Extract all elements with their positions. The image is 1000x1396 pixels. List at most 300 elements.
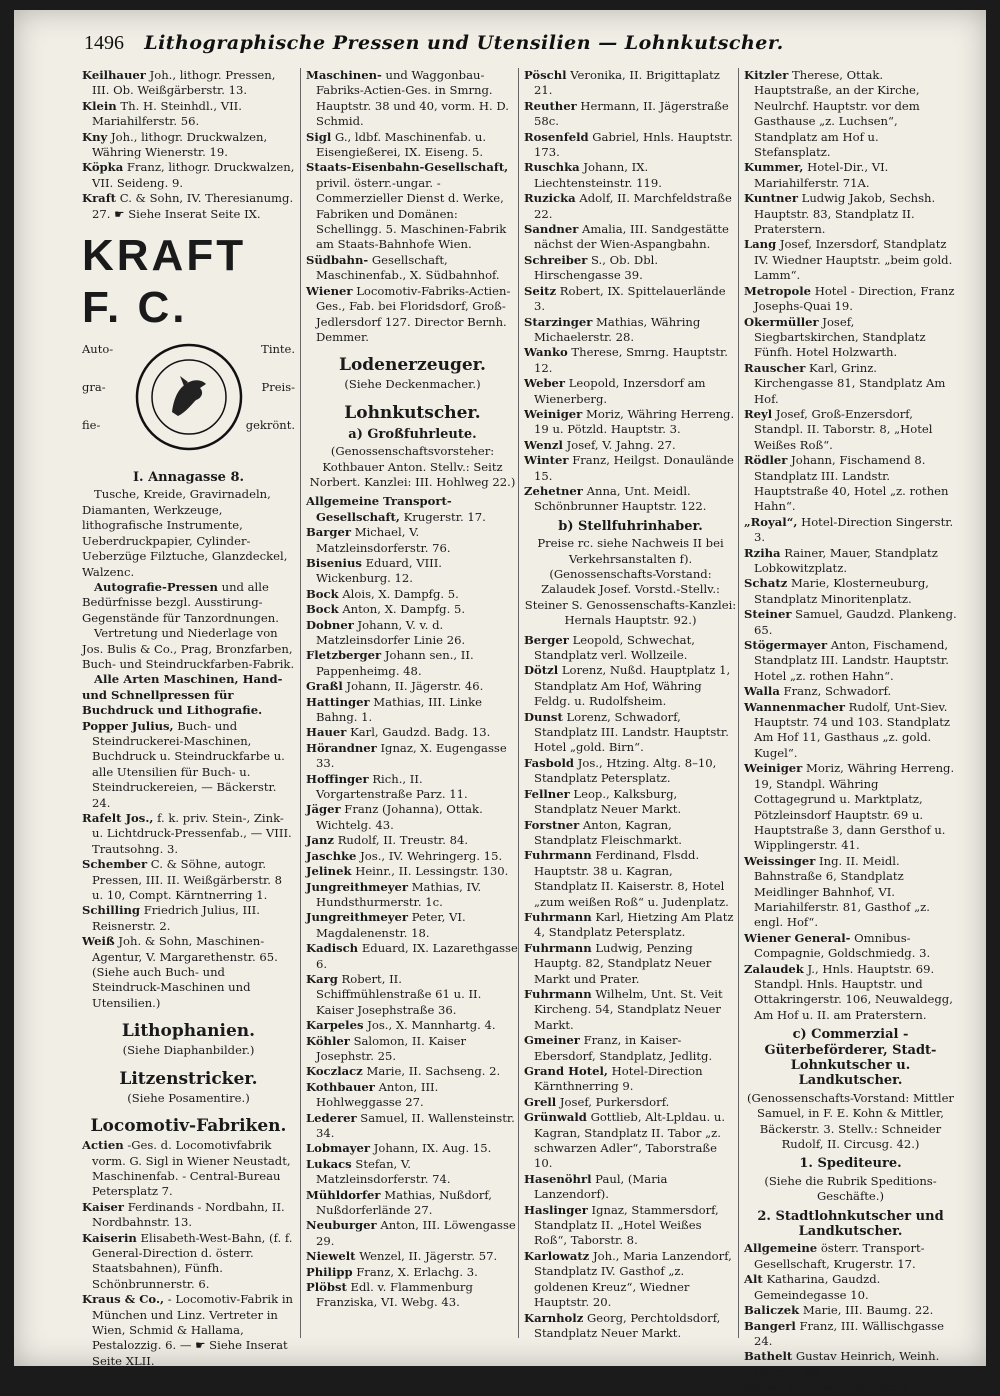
entry-text: Josef, Groß-Enzersdorf, Standpl. II. Taborstr. 8, „Hotel Weißes Roß“. xyxy=(754,406,933,452)
entry-name: Zehetner xyxy=(524,483,583,498)
kraft-ad xyxy=(82,336,295,464)
entry-name: Jungreithmeyer xyxy=(306,879,408,894)
entry-text: Leop., Kalksburg, Standplatz Neuer Markt. xyxy=(534,786,682,817)
entry-text: Ludwig Jakob, Sechsh. Hauptstr. 83, Standplatz II. Praterstern. xyxy=(754,191,936,237)
directory-entry xyxy=(306,253,519,284)
entry-text: Josef, Inzersdorf, Standplatz IV. Wiedner Hauptstr. „beim gold. Lamm“. xyxy=(754,237,953,283)
entry-text: Josef, Purkersdorf. xyxy=(559,1094,670,1109)
entry-name: Berger xyxy=(524,632,569,647)
entry-text: Joh., lithogr. Druckwalzen, Währing Wienerstr. 19. xyxy=(92,129,268,160)
directory-entry xyxy=(524,284,737,315)
entry-name: Alt xyxy=(744,1272,763,1287)
directory-entry xyxy=(744,700,957,762)
entry-text: Hotel-Direction Singerstr. 3. xyxy=(754,514,954,545)
entry-text: Rich., II. Vorgartenstraße Parz. 11. xyxy=(316,771,468,802)
entry-text: Hotel-Direction Kärnthnerring 9. xyxy=(534,1064,703,1094)
entry-name: Rafelt Jos., xyxy=(82,811,154,825)
kraft-banner: KRAFT F. C. xyxy=(82,231,247,333)
directory-entry xyxy=(744,284,957,315)
entry-name: Allgemeine Transport-Gesellschaft, xyxy=(306,494,452,524)
entry-name: Lederer xyxy=(306,1110,357,1125)
entry-text: Franz, III. Wällischgasse 24. xyxy=(754,1318,944,1348)
page-number: 1496 xyxy=(84,32,124,54)
directory-entry xyxy=(306,618,519,649)
entry-text: Johann, V. v. d. Matzleinsdorfer Linie 26. xyxy=(316,617,466,647)
column-rule xyxy=(738,68,739,1338)
directory-entry xyxy=(306,864,519,879)
directory-entry xyxy=(524,1033,737,1064)
entry-text: Eduard, VIII. Wickenburg. 12. xyxy=(316,555,442,586)
entry-name: Bauer xyxy=(744,1380,784,1395)
directory-entry xyxy=(744,407,957,453)
entry-name: Staats-Eisenbahn-Gesellschaft, xyxy=(306,160,509,175)
entry-text: Mathias, Währing Michaelerstr. 28. xyxy=(534,314,701,344)
entry-name: Baliczek xyxy=(744,1303,800,1318)
entry-text: Stefan, V. Matzleinsdorferstr. 74. xyxy=(316,1156,451,1187)
entry-text: Peter, VI. Magdalenenstr. 18. xyxy=(316,910,466,940)
directory-entry xyxy=(744,191,957,237)
directory-entry xyxy=(82,903,295,934)
directory-entry xyxy=(306,1157,519,1188)
entry-text: Therese, Ottak. Hauptstraße, an der Kirche, Neulrchf. Hauptstr. vor dem Gasthause „z. Luchsen“, Standplatz am Hof u. Stefansplatz. xyxy=(754,68,920,160)
directory-entry xyxy=(306,1280,519,1311)
entry-name: Reyl xyxy=(744,406,773,421)
section-note: (Siehe Deckenmacher.) xyxy=(344,377,481,392)
directory-entry xyxy=(744,68,957,160)
directory-entry xyxy=(306,1188,519,1219)
entry-text: Johann, II. Jägerstr. 46. xyxy=(346,679,484,694)
entry-text: Jos., X. Mannhartg. 4. xyxy=(367,1018,496,1033)
entry-text: Omnibus-Compagnie, Goldschmiedg. 3. xyxy=(754,930,931,961)
entry-text: C. & Söhne, autogr. Pressen, III. II. Weißgärberstr. 8 u. 10, Compt. Kärntnerring 1. xyxy=(92,857,283,903)
entry-name: Karnholz xyxy=(524,1310,584,1325)
entry-text: Rudolf, II. Treustr. 84. xyxy=(337,833,469,848)
running-title: Lithographische Pressen und Utensilien — Lohnkutscher. xyxy=(144,32,784,54)
ad-side-text: Tinte. xyxy=(261,342,295,357)
directory-entry xyxy=(306,1218,519,1249)
directory-entry xyxy=(524,787,737,818)
directory-entry xyxy=(524,1311,737,1342)
entry-name: Barger xyxy=(306,525,352,540)
subsection-heading: a) Großfuhrleute. xyxy=(348,426,477,442)
entry-name: Fellner xyxy=(524,786,570,801)
entry-text: Franz, Schwadorf. xyxy=(783,684,892,699)
directory-entry xyxy=(744,854,957,931)
entry-name: Lobmayer xyxy=(306,1141,370,1156)
entry-text: Heinr., II. Lessingstr. 130. xyxy=(355,864,509,879)
directory-entry xyxy=(306,725,519,740)
entry-name: Lang xyxy=(744,237,777,252)
directory-entry xyxy=(306,284,519,346)
entry-text: Leopold, Schwechat, Standplatz verl. Wollzeile. xyxy=(534,632,695,663)
entry-name: Karlowatz xyxy=(524,1248,590,1263)
subsection-heading: 1. Spediteure. xyxy=(799,1156,902,1172)
entry-text: Ing. II. Meidl. Bahnstraße 6, Standplatz Meidlinger Bahnhof, VI. Mariahilferstr. 81, Gasthof „z. engl. Hof“. xyxy=(754,853,930,930)
directory-entry xyxy=(744,1380,957,1395)
entry-text: Franz, in Kaiser-Ebersdorf, Standplatz, Jedlitg. xyxy=(534,1033,713,1063)
entry-text: f. k. priv. Stein-, Zink- u. Lichtdruck-Pressenfab., — VIII. Trautsohng. 3. xyxy=(92,811,292,856)
entry-text: C. & Sohn, IV. Theresianumg. 27. ☛ Siehe Inserat Seite IX. xyxy=(92,191,294,221)
directory-entry xyxy=(744,607,957,638)
entry-name: Winter xyxy=(524,453,569,468)
section-note: (Siehe Diaphanbilder.) xyxy=(122,1043,255,1058)
entry-name: Metropole xyxy=(744,283,812,298)
directory-entry xyxy=(82,1231,295,1293)
directory-entry xyxy=(306,587,519,602)
directory-entry xyxy=(744,638,957,684)
section-note: (Siehe Posamentire.) xyxy=(127,1090,250,1105)
entry-name: Karg xyxy=(306,971,338,986)
entry-name: Kummer, xyxy=(744,160,804,175)
entry-text: Karl, Grinz. Kirchengasse 81, Standplatz Am Hof. xyxy=(754,360,946,406)
entry-text: Amalia, III. Sandgestätte nächst der Wien-Aspangbahn. xyxy=(534,222,729,252)
directory-entry xyxy=(82,719,295,811)
directory-entry xyxy=(744,160,957,191)
entry-name: Philipp xyxy=(306,1264,353,1279)
entry-name: Starzinger xyxy=(524,314,593,329)
directory-entry xyxy=(524,1203,737,1249)
entry-name: Lukacs xyxy=(306,1156,352,1171)
entry-text: Joh., lithogr. Pressen, III. Ob. Weißgärberstr. 13. xyxy=(92,68,276,98)
entry-name: Okermüller xyxy=(744,314,819,329)
entry-name: Rziha xyxy=(744,545,781,560)
entry-text: Jos., IV. Wehringerg. 15. xyxy=(360,848,503,863)
entry-text: Locomotiv-Fabriks-Actien-Ges., Fab. bei Floridsdorf, Groß-Jedlersdorf 127. Director Bernh. Demmer. xyxy=(316,283,511,344)
entry-name: Kitzler xyxy=(744,68,789,82)
entry-name: Steiner xyxy=(744,607,792,622)
entry-name: „Royal“, xyxy=(744,514,798,529)
entry-text: Ignaz, X. Eugengasse 33. xyxy=(316,740,507,771)
entry-name: Kuntner xyxy=(744,191,798,206)
entry-text: Rudolf, Unt-Siev. Hauptstr. 74 und 103. Standplatz Am Hof 11, Gasthaus „z. gold. Kugel“. xyxy=(754,699,951,760)
directory-entry xyxy=(306,695,519,726)
entry-text: Rainer, Mauer, Standplatz Lobkowitzplatz. xyxy=(754,545,938,575)
entry-name: Kothbauer xyxy=(306,1079,375,1094)
column-2 xyxy=(306,68,519,1358)
entry-name: Pöschl xyxy=(524,68,567,82)
entry-text: Franz, lithogr. Druckwalzen, VII. Seideng. 9. xyxy=(92,160,295,190)
entry-name: Gmeiner xyxy=(524,1033,580,1048)
directory-entry xyxy=(744,546,957,577)
directory-entry xyxy=(306,1249,519,1264)
directory-entry xyxy=(306,1034,519,1065)
entry-name: Reuther xyxy=(524,98,577,113)
entry-name: Jäger xyxy=(306,802,341,817)
entry-text: Franz, X. Erlachg. 3. xyxy=(356,1264,478,1279)
entry-name: Wanko xyxy=(524,345,568,360)
entry-text: Eduard, IX. Lazarethgasse 6. xyxy=(316,941,518,971)
entry-name: Schatz xyxy=(744,576,788,591)
entry-name: Sigl xyxy=(306,129,332,144)
entry-name: Stögermayer xyxy=(744,638,828,653)
entry-text: Georg, Perchtoldsdorf, Standplatz Neuer Markt. xyxy=(534,1310,721,1340)
entry-name: Wiener xyxy=(306,283,353,298)
entry-text: Elisabeth-West-Bahn, (f. f. General-Direction d. österr. Staatsbahnen), Fünfh. Schönbrunnerstr. 6. xyxy=(92,1230,293,1291)
directory-entry xyxy=(524,941,737,987)
directory-entry xyxy=(306,910,519,941)
entry-name: Wenzl xyxy=(524,437,563,452)
entry-text: Paul, (Maria Lanzendorf). xyxy=(534,1171,668,1202)
directory-entry xyxy=(524,848,737,910)
directory-entry xyxy=(744,1241,957,1272)
entry-name: Köpka xyxy=(82,160,124,175)
directory-entry xyxy=(744,931,957,962)
directory-entry xyxy=(306,849,519,864)
entry-text: Franz (Johanna), Ottak. Wichtelg. 43. xyxy=(316,802,483,832)
entry-text: Lorenz, Schwadorf, Standplatz III. Landstr. Hauptstr. Hotel „gold. Birn“. xyxy=(534,709,729,755)
entry-text: Alois, X. Dampfg. 5. xyxy=(342,586,459,601)
entry-text: Wenzel, II. Jägerstr. 57. xyxy=(359,1249,498,1264)
entry-name: Graßl xyxy=(306,679,343,694)
section-heading: Lithophanien. xyxy=(121,1021,256,1042)
entry-name: Fuhrmann xyxy=(524,909,592,924)
directory-entry xyxy=(82,1292,295,1369)
entry-text: Samuel, Gaudzd. Plankeng. 65. xyxy=(754,607,957,637)
entry-name: Maschinen- xyxy=(306,68,382,82)
directory-entry xyxy=(524,68,737,99)
entry-text: Joh., Maria Lanzendorf, Standplatz IV. Gasthof „z. goldenen Kreuz“, Wiedner Hauptstr. 20. xyxy=(534,1248,732,1310)
entry-text: Jos., Htzing. Altg. 8–10, Standplatz Petersplatz. xyxy=(534,755,717,786)
entry-name: Kny xyxy=(82,129,108,144)
entry-text: Mathias, III. Linke Bahng. 1. xyxy=(316,694,483,725)
directory-entry xyxy=(744,684,957,699)
entry-name: Dobner xyxy=(306,617,354,632)
entry-name: Ruschka xyxy=(524,160,580,175)
entry-text: privil. österr.-ungar. - Commerzieller Dienst d. Werke, Fabriken und Domänen: Schellingg. 5. Maschinen-Fabrik am Staats-Bahnhofe Wien. xyxy=(316,175,507,252)
ad-side-text: fie- xyxy=(82,418,101,433)
entry-text: Johann sen., II. Pappenheimg. 48. xyxy=(316,648,474,678)
entry-name: Sandner xyxy=(524,222,579,237)
entry-text: Ferdinand, Flsdd. Hauptstr. 38 u. Kagran, Standplatz II. Kaiserstr. 8, Hotel „zum weißen Roß“ u. Judenplatz. xyxy=(534,848,729,909)
entry-name: Janz xyxy=(306,833,335,848)
entry-name: Haslinger xyxy=(524,1202,588,1217)
kraft-text: Tusche, Kreide, Gravirnadeln, Diamanten, Werkzeuge, lithografische Instrumente, Ueberdruckpapier, Cylinder-Ueberzüge Filztuche, Glanzdeckel, Walzenc. xyxy=(82,487,288,579)
directory-entry xyxy=(524,222,737,253)
entry-name: Hattinger xyxy=(306,694,370,709)
entry-name: Dötzl xyxy=(524,663,559,678)
directory-entry xyxy=(524,160,737,191)
directory-entry xyxy=(744,515,957,546)
entry-text: Ludwig, Penzing Hauptg. 82, Standplatz Neuer Markt und Prater. xyxy=(534,940,712,986)
entry-name: Klein xyxy=(82,98,117,113)
entry-name: Grünwald xyxy=(524,1110,587,1125)
trademark-seal-icon xyxy=(134,342,244,452)
directory-entry xyxy=(306,1111,519,1142)
directory-entry xyxy=(744,315,957,361)
entry-text: Katharina, Gaudzd. Gemeindegasse 10. xyxy=(754,1272,881,1302)
entry-name: Schreiber xyxy=(524,252,588,267)
directory-entry xyxy=(82,811,295,857)
section-heading: Locomotiv-Fabriken. xyxy=(90,1116,287,1137)
entry-name: Popper Julius, xyxy=(82,718,174,733)
directory-entry xyxy=(524,818,737,849)
entry-name: Grand Hotel, xyxy=(524,1064,608,1078)
entry-name: Weiniger xyxy=(744,761,803,776)
entry-name: Bathelt xyxy=(744,1349,793,1364)
entry-text: Ignaz, Stammersdorf, Standplatz II. „Hotel Weißes Roß“, Taborstr. 8. xyxy=(534,1202,719,1248)
directory-entry xyxy=(306,525,519,556)
section-note: (Siehe die Rubrik Speditions-Geschäfte.) xyxy=(764,1173,937,1204)
entry-text: Therese, Smrng. Hauptstr. 12. xyxy=(534,345,728,375)
entry-text: Franz, Heilgst. Donaulände 15. xyxy=(534,453,734,483)
entry-name: Weber xyxy=(524,376,566,391)
entry-text: Hotel-Dir., VI. Mariahilferstr. 71A. xyxy=(754,160,889,190)
entry-text: Anton, Kagran, Standplatz Fleischmarkt. xyxy=(534,817,682,847)
directory-entry xyxy=(524,910,737,941)
entry-text: Mathias, Nußdorf, Nußdorferlände 27. xyxy=(316,1187,492,1218)
entry-name: Karpeles xyxy=(306,1018,364,1033)
entry-text: Anna, Unt. Meidl. Schönbrunner Hauptstr. 122. xyxy=(534,483,707,514)
entry-text: Johann, IX. Aug. 15. xyxy=(373,1141,492,1156)
kraft-text xyxy=(82,580,295,626)
directory-entry xyxy=(744,237,957,283)
entry-name: Hasenöhrl xyxy=(524,1171,592,1186)
directory-entry xyxy=(306,1080,519,1111)
directory-entry xyxy=(82,191,295,222)
entry-name: Weiß xyxy=(82,934,115,949)
entry-text: Gustav Heinrich, Weinh. Herrng. 28. xyxy=(754,1349,940,1379)
subsection-heading: b) Stellfuhrinhaber. xyxy=(558,518,703,534)
entry-name: Rauscher xyxy=(744,360,806,375)
entry-name: Hoffinger xyxy=(306,771,369,786)
directory-entry xyxy=(744,1319,957,1350)
entry-name: Mühldorfer xyxy=(306,1187,381,1202)
directory-entry xyxy=(306,1018,519,1033)
directory-entry xyxy=(306,772,519,803)
directory-entry xyxy=(744,576,957,607)
entry-name: Jelinek xyxy=(306,864,352,879)
entry-name: Bangerl xyxy=(744,1318,796,1333)
directory-entry xyxy=(306,802,519,833)
directory-entry xyxy=(524,1110,737,1172)
directory-entry xyxy=(306,741,519,772)
column-rule xyxy=(300,68,301,1338)
entry-text: Salomon, II. Kaiser Josephstr. 25. xyxy=(316,1033,467,1063)
entry-text: Gesellschaft, Maschinenfab., X. Südbahnhof. xyxy=(316,252,500,283)
entry-text: Leopold, Inzersdorf am Wienerberg. xyxy=(534,376,706,406)
entry-text: Buch- und Steindruckerei-Maschinen, Buchdruck u. Steindruckfarbe u. alle Utensilien für Buch- u. Steindruckereien, — Bäckerstr. 24. xyxy=(92,718,285,810)
directory-entry xyxy=(306,1265,519,1280)
entry-text: Ferdinands - Nordbahn, II. Nordbahnstr. 13. xyxy=(92,1199,285,1230)
entry-text: Lorenz, Nußd. Hauptplatz 1, Standplatz Am Hof, Währing Feldg. u. Rudolfsheim. xyxy=(534,663,731,709)
directory-entry xyxy=(82,68,295,99)
entry-text: Th. H. Steinhdl., VII. Mariahilferstr. 56. xyxy=(92,98,242,129)
directory-entry xyxy=(82,160,295,191)
entry-text: Karl, Hietzing Am Platz 4, Standplatz Petersplatz. xyxy=(534,909,734,940)
directory-entry xyxy=(744,1349,957,1380)
entry-name: Wiener General- xyxy=(744,930,851,945)
kraft-text: und alle Bedürfnisse bezgl. Ausstirung-Gegenstände für Tanzordnungen. xyxy=(82,579,279,625)
page-header xyxy=(84,32,804,62)
entry-name: Kraft xyxy=(82,191,117,206)
directory-entry xyxy=(82,99,295,130)
column-3 xyxy=(524,68,737,1358)
entry-text: Josef, V. Jahng. 27. xyxy=(566,437,676,452)
entry-text: Johann, IX. Liechtensteinstr. 119. xyxy=(534,160,662,190)
subsection-heading: c) Commerzial - Güterbeförderer, Stadt-Lohnkutscher u. Landkutscher. xyxy=(764,1027,937,1089)
section-heading: Lodenerzeuger. xyxy=(339,355,486,376)
directory-entry xyxy=(524,987,737,1033)
directory-entry xyxy=(306,494,519,525)
entry-text: J., Hnls. Hauptstr. 69. Standpl. Hnls. Hauptstr. und Ottakringerstr. 106, Neuwaldegg, Am Hof u. II. am Praterstern. xyxy=(754,961,953,1022)
entry-text: Antonie, Singerstr. 3. xyxy=(786,1380,913,1395)
directory-entry xyxy=(524,633,737,664)
entry-name: Schilling xyxy=(82,903,141,918)
entry-name: Plöbst xyxy=(306,1280,347,1295)
directory-entry xyxy=(82,130,295,161)
entry-name: Kaiserin xyxy=(82,1230,137,1245)
entry-text: Josef, Siegbartskirchen, Standplatz Fünfh. Hotel Holzwarth. xyxy=(754,314,926,360)
directory-entry xyxy=(524,407,737,438)
directory-entry xyxy=(306,972,519,1018)
entry-name: Zalaudek xyxy=(744,961,804,976)
kraft-presses-label: Autografie-Pressen xyxy=(94,579,218,594)
section-heading: Lohnkutscher. xyxy=(344,402,481,423)
entry-name: Forstner xyxy=(524,817,580,832)
entry-name: Südbahn- xyxy=(306,252,369,267)
entry-name: Walla xyxy=(744,684,780,699)
entry-text: Karl, Gaudzd. Badg. 13. xyxy=(350,725,491,740)
directory-entry xyxy=(306,556,519,587)
entry-name: Bock xyxy=(306,602,339,617)
entry-text: Hotel - Direction, Franz Josephs-Quai 19. xyxy=(754,283,955,314)
entry-name: Fuhrmann xyxy=(524,940,592,955)
entry-name: Schember xyxy=(82,857,148,872)
entry-text: Moriz, Währing Herreng. 19 u. Pötzld. Hauptstr. 3. xyxy=(534,406,735,437)
entry-text: -Ges. d. Locomotivfabrik vorm. G. Sigl in Wiener Neustadt, Maschinenfab. - Central-Bureau Petersplatz 7. xyxy=(92,1138,291,1199)
entry-name: Kraus & Co., xyxy=(82,1292,165,1307)
directory-entry xyxy=(82,1138,295,1200)
directory-entry xyxy=(524,345,737,376)
entry-text: und Waggonbau-Fabriks-Actien-Ges. in Smrng. Hauptstr. 38 und 40, vorm. H. D. Schmid. xyxy=(316,68,509,129)
directory-entry xyxy=(306,160,519,252)
directory-entry xyxy=(524,99,737,130)
entry-name: Köhler xyxy=(306,1033,350,1048)
entry-text: Anton, X. Dampfg. 5. xyxy=(342,602,466,617)
entry-name: Weiniger xyxy=(524,406,583,421)
subsection-heading: 2. Stadtlohnkutscher und Landkutscher. xyxy=(757,1208,944,1240)
entry-name: Weissinger xyxy=(744,853,816,868)
directory-entry xyxy=(744,1272,957,1303)
ad-side-text: gekrönt. xyxy=(245,418,295,433)
directory-entry xyxy=(524,376,737,407)
entry-text: österr. Transport-Gesellschaft, Krugerstr. 17. xyxy=(754,1241,925,1271)
directory-entry xyxy=(524,315,737,346)
entry-name: Actien xyxy=(82,1138,124,1153)
entry-name: Grell xyxy=(524,1094,557,1109)
entry-name: Rosenfeld xyxy=(524,129,589,144)
directory-entry xyxy=(306,941,519,972)
entry-name: Jaschke xyxy=(306,848,357,863)
entry-text: Robert, II. Schiffmühlenstraße 61 u. II. Kaiser Josephstraße 36. xyxy=(316,971,482,1017)
entry-name: Rödler xyxy=(744,453,788,468)
entry-text: Anton, III. Hohlweggasse 27. xyxy=(316,1079,439,1110)
entry-name: Niewelt xyxy=(306,1249,356,1264)
entry-name: Seitz xyxy=(524,283,557,298)
entry-text: Marie, Klosterneuburg, Standplatz Minoritenplatz. xyxy=(754,576,929,606)
directory-entry xyxy=(524,453,737,484)
entry-text: Robert, IX. Spittelauerlände 3. xyxy=(534,283,726,314)
directory-entry xyxy=(82,934,295,1011)
kraft-machines: Alle Arten Maschinen, Hand- und Schnellpressen für Buchdruck und Lithografie. xyxy=(82,672,283,718)
directory-entry xyxy=(82,1200,295,1231)
directory-entry xyxy=(306,679,519,694)
directory-entry xyxy=(524,438,737,453)
directory-entry xyxy=(306,602,519,617)
section-note: Preise rc. siehe Nachweis II bei Verkehrsanstalten f). (Genossenschafts-Vorstand: Zalaudek Josef. Vorstd.-Stellv.: Steiner S. Genossenschafts-Kanzlei: Hernals Hauptstr. 92.) xyxy=(524,536,737,628)
directory-entry xyxy=(524,253,737,284)
entry-name: Kadisch xyxy=(306,941,359,956)
